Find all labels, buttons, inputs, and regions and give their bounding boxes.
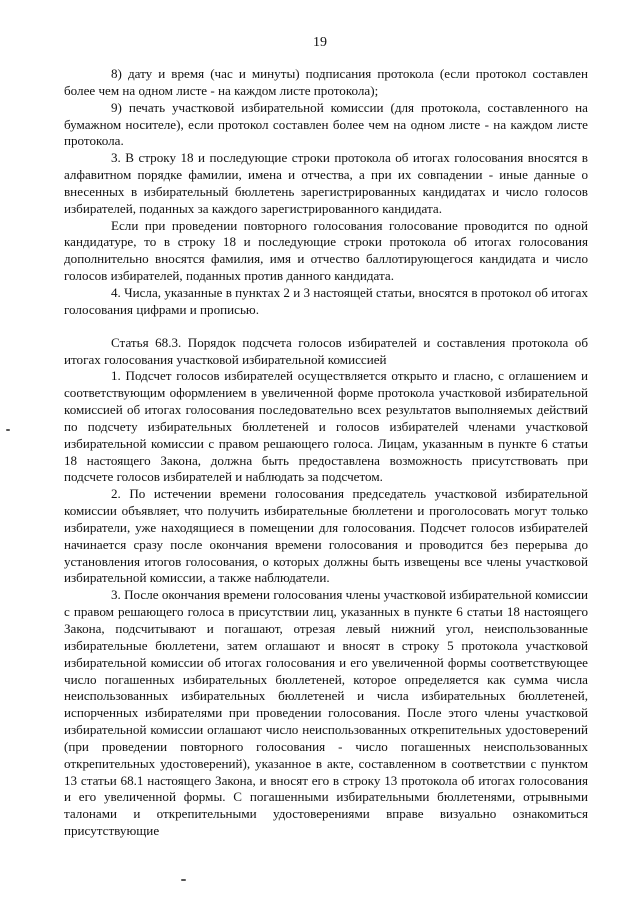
- scan-artifact-bottom: [181, 879, 186, 881]
- article-clause-1: 1. Подсчет голосов избирателей осуществляется открыто и гласно, с оглашением и соответствующим оформлением в увеличенной форме протокола участковой избирательной комиссией об итогах голосования последовательно всех результатов выполняемых действий по подсчету избирательных бюллетеней и голосов избирателей членами участковой избирательной комиссии с правом решающего голоса. Лицам, указанным в пункте 6 статьи 18 настоящего Закона, должна быть предоставлена возможность присутствовать при подсчете голосов избирателей и наблюдать за подсчетом.: [64, 368, 588, 485]
- clause-3-paragraph: 3. В строку 18 и последующие строки протокола об итогах голосования вносятся в алфавитном порядке фамилии, имена и отчества, а при их совпадении - иные данные о внесенных в избирательный бюллетень зарегистрированных кандидатах и число голосов избирателей, поданных за каждого зарегистрированного кандидата.: [64, 150, 588, 216]
- scan-artifact-left: [6, 429, 10, 431]
- repeat-voting-paragraph: Если при проведении повторного голосования голосование проводится по одной кандидатуре, то в строку 18 и последующие строки протокола об итогах голосования дополнительно вносятся фамилия, имя и отчество баллотирующегося кандидата и число голосов избирателей, поданных против данного кандидата.: [64, 217, 588, 284]
- page-number: 19: [313, 35, 327, 50]
- clause-4-paragraph: 4. Числа, указанные в пунктах 2 и 3 настоящей статьи, вносятся в протокол об итогах голосования цифрами и прописью.: [64, 284, 589, 317]
- document-body: [64, 66, 588, 840]
- article-clause-3: 3. После окончания времени голосования члены участковой избирательной комиссии с правом решающего голоса в присутствии лиц, указанных в пункте 6 статьи 18 настоящего Закона, подсчитывают и погашают, отрезая левый нижний угол, неиспользованные избирательные бюллетени, затем оглашают и вносят в строку 5 протокола участковой избирательной комиссии об итогах голосования и его увеличенной формы соответствующее число погашенных избирательных бюллетеней, которое определяется как сумма числа неиспользованных избирательных бюллетеней и числа избирательных бюллетеней, испорченных избирателями при проведении голосования. После этого члены участковой избирательной комиссии оглашают число неиспользованных открепительных удостоверений (при проведении повторного голосования - число погашенных неиспользованных открепительных удостоверений), указанное в акте, составленном в соответствии с пунктом 13 статьи 68.1 настоящего Закона, и вносят его в строку 13 протокола об итогах голосования и его увеличенной формы. С погашенными избирательными бюллетенями, отрывными талонами и открепительными удостоверениями вправе визуально ознакомиться присутствующие: [64, 587, 588, 839]
- list-item-9: 9) печать участковой избирательной комиссии (для протокола, составленного на бумажном носителе), если протокол составлен более чем на одном листе - на каждом листе протокола.: [64, 99, 588, 149]
- list-item-8: 8) дату и время (час и минуты) подписания протокола (если протокол составлен более чем на одном листе - на каждом листе протокола);: [64, 66, 588, 98]
- article-clause-2: 2. По истечении времени голосования председатель участковой избирательной комиссии объявляет, что получить избирательные бюллетени и проголосовать могут только избиратели, уже находящиеся в помещении для голосования. Подсчет голосов избирателей начинается сразу после окончания времени голосования и проводится без перерыва до установления итогов голосования, о которых должны быть извещены все члены участковой избирательной комиссии, а также наблюдатели.: [64, 486, 588, 586]
- article-heading: Статья 68.3. Порядок подсчета голосов избирателей и составления протокола об итогах голосования участковой избирательной комиссией: [64, 334, 588, 367]
